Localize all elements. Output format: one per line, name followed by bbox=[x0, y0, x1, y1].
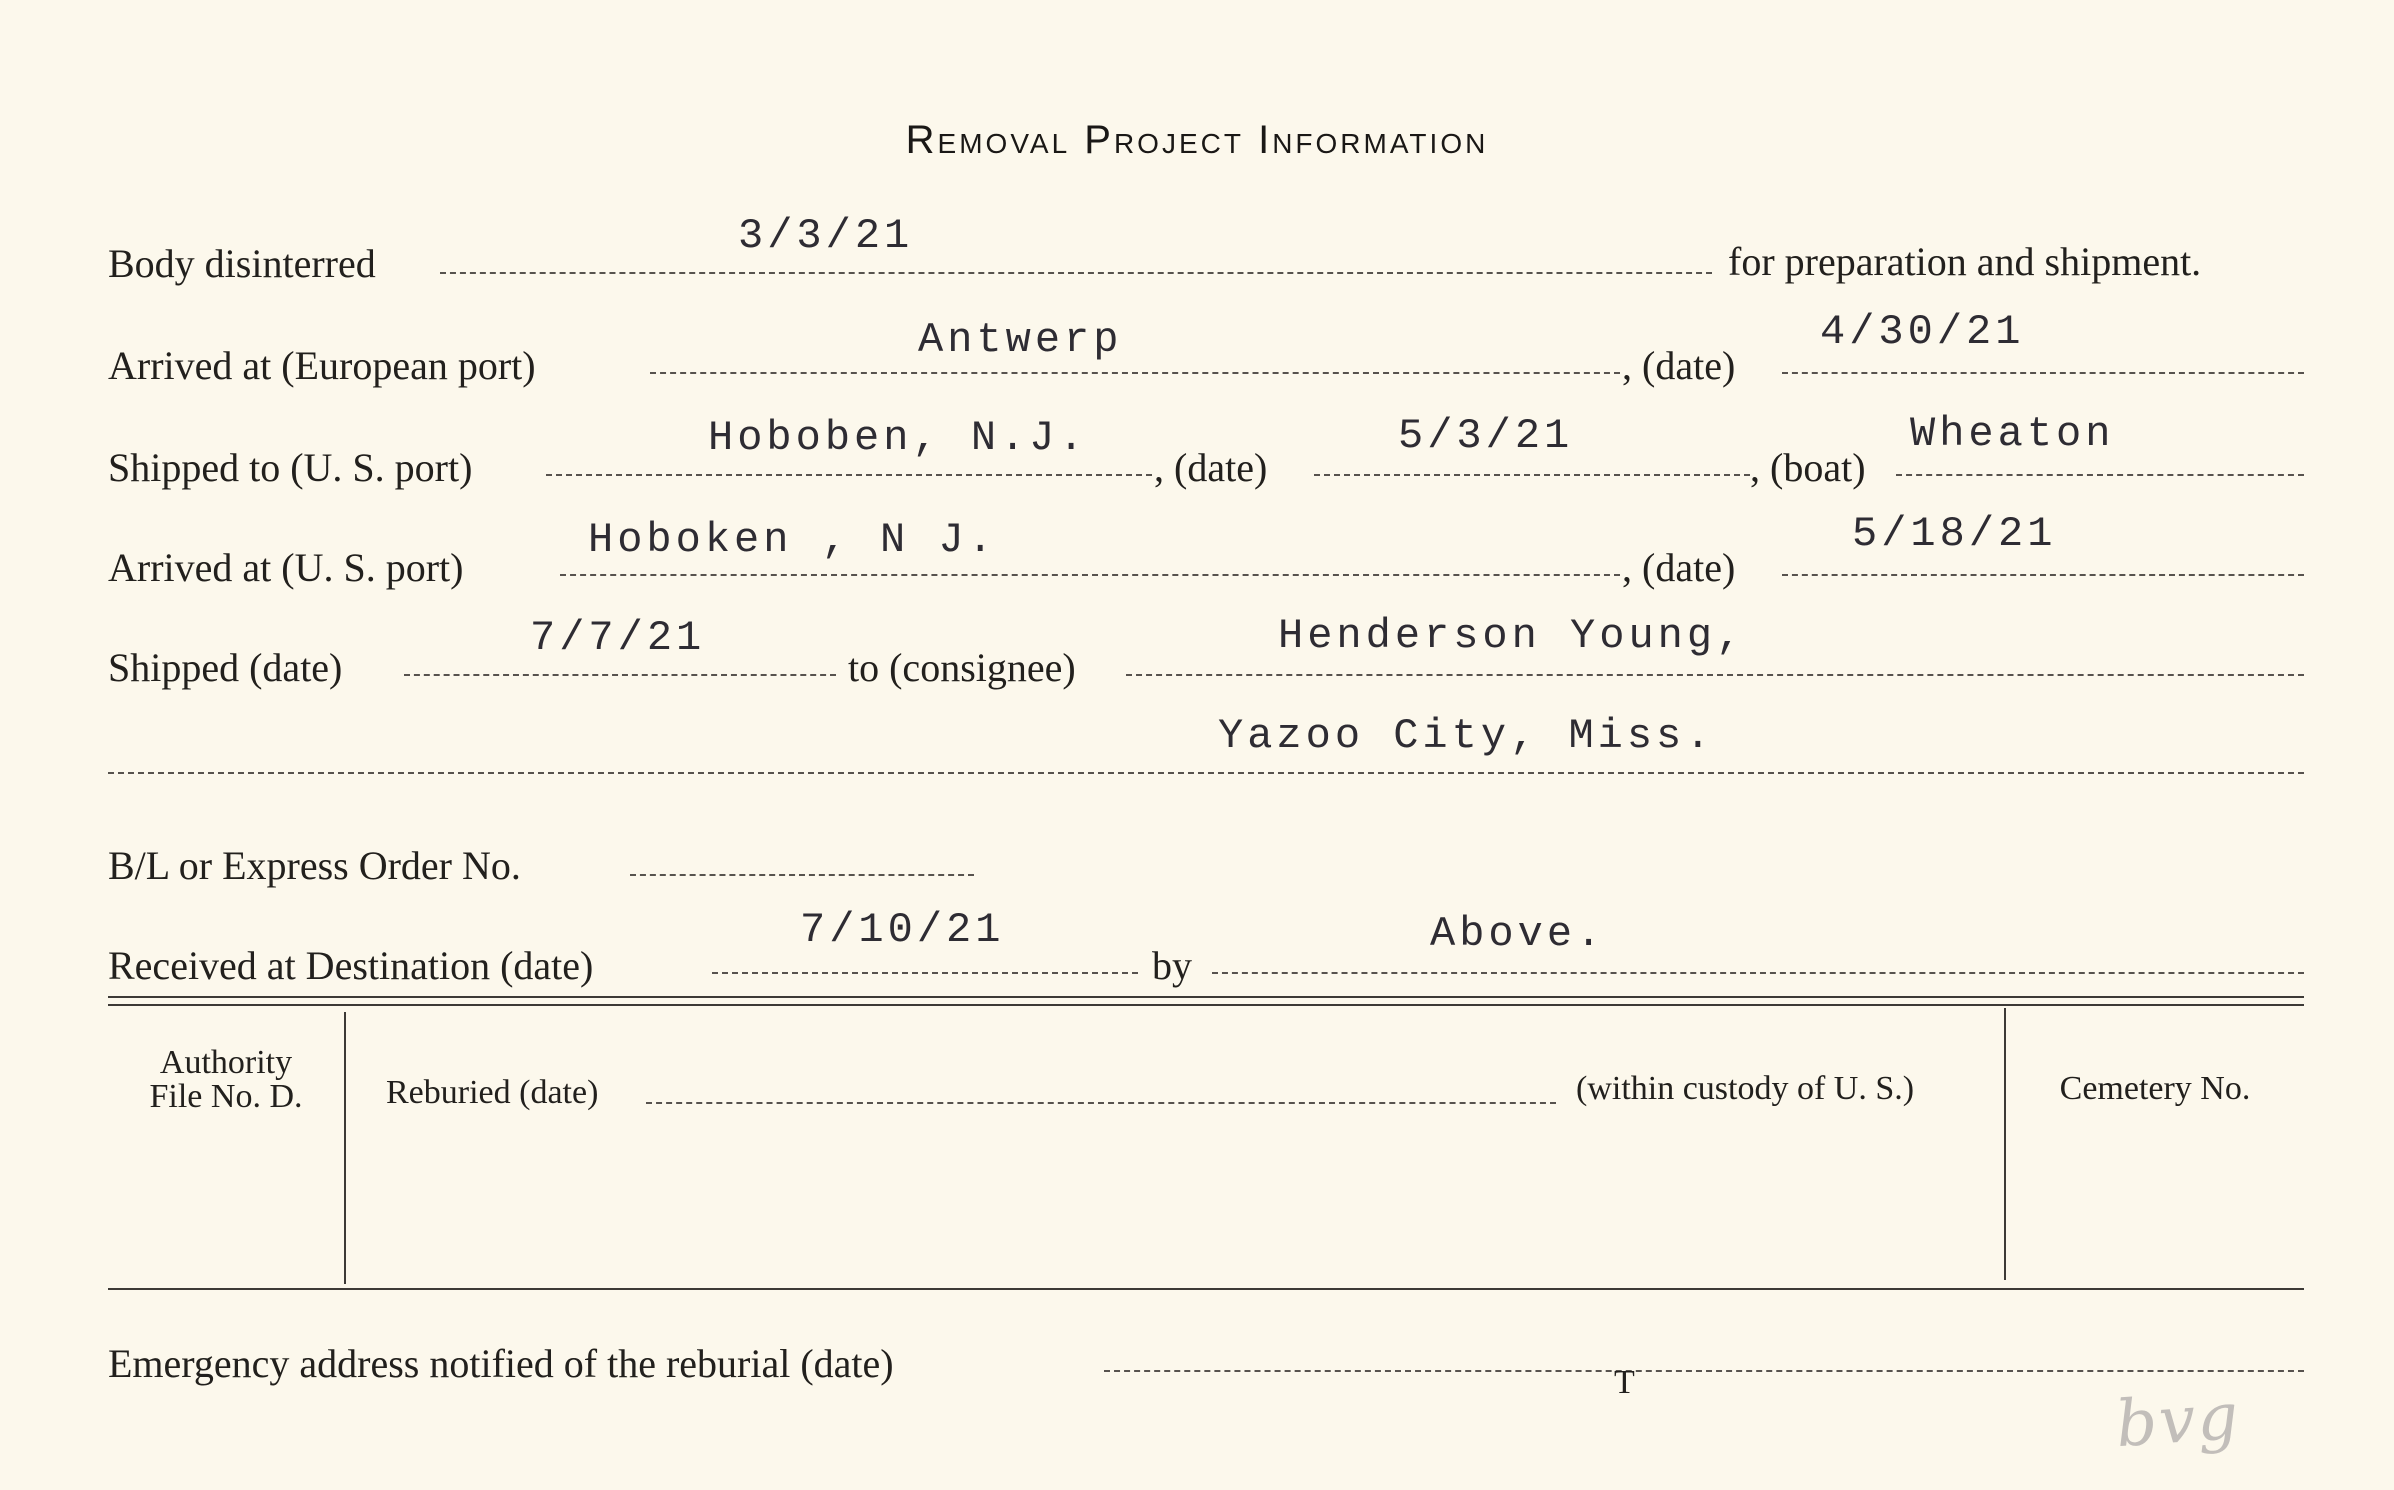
arrived-european-date-label: , (date) bbox=[1622, 343, 1736, 388]
reburied-date-line bbox=[646, 1102, 1556, 1104]
arrived-european-port-label: Arrived at (European port) bbox=[108, 343, 536, 388]
custody-label: (within custody of U. S.) bbox=[1576, 1070, 1915, 1107]
shipped-us-date-value: 5/3/21 bbox=[1398, 412, 1574, 460]
box-bottom-rule bbox=[108, 1288, 2304, 1290]
shipped-us-date-label: , (date) bbox=[1154, 445, 1268, 490]
bl-order-label: B/L or Express Order No. bbox=[108, 843, 521, 888]
arrived-european-date-value: 4/30/21 bbox=[1820, 308, 2025, 356]
received-by-label: by bbox=[1152, 943, 1192, 988]
arrived-us-date-label: , (date) bbox=[1622, 545, 1736, 590]
shipped-date-line bbox=[404, 674, 836, 676]
authority-label: Authority bbox=[159, 1044, 293, 1081]
shipped-us-port-value: Hoboben, N.J. bbox=[708, 414, 1088, 462]
emergency-address-label: Emergency address notified of the reburial (date) bbox=[108, 1341, 894, 1386]
emergency-address-line bbox=[1104, 1370, 2304, 1372]
arrived-european-port-line bbox=[650, 372, 1620, 374]
shipped-us-port-label: Shipped to (U. S. port) bbox=[108, 445, 473, 490]
consignee-value-line2: Yazoo City, Miss. bbox=[1218, 712, 1715, 760]
arrived-us-date-value: 5/18/21 bbox=[1852, 510, 2057, 558]
shipped-us-boat-label: , (boat) bbox=[1750, 445, 1866, 490]
body-disinterred-value: 3/3/21 bbox=[738, 212, 914, 260]
consignee-second-line bbox=[108, 772, 2304, 774]
arrived-european-date-line bbox=[1782, 372, 2304, 374]
reburied-date-label: Reburied (date) bbox=[386, 1074, 599, 1111]
arrived-european-port-value: Antwerp bbox=[918, 316, 1123, 364]
received-destination-value: 7/10/21 bbox=[800, 906, 1005, 954]
received-by-line bbox=[1212, 972, 2304, 974]
consignee-label: to (consignee) bbox=[848, 645, 1076, 690]
box-top-rule bbox=[108, 996, 2304, 998]
body-disinterred-line bbox=[440, 272, 1712, 274]
arrived-us-port-value: Hoboken , N J. bbox=[588, 516, 997, 564]
card-title: Removal Project Information bbox=[905, 118, 1489, 162]
received-destination-label: Received at Destination (date) bbox=[108, 943, 594, 988]
shipped-date-label: Shipped (date) bbox=[108, 645, 343, 690]
pencil-note: bvg bbox=[2113, 1379, 2243, 1463]
consignee-value-line1: Henderson Young, bbox=[1278, 612, 1746, 660]
box-divider-right bbox=[2004, 1008, 2006, 1280]
shipped-us-boat-line bbox=[1896, 474, 2304, 476]
box-top-rule-inner bbox=[108, 1004, 2304, 1006]
body-disinterred-label: Body disinterred bbox=[108, 241, 376, 286]
arrived-us-port-label: Arrived at (U. S. port) bbox=[108, 545, 464, 590]
arrived-us-date-line bbox=[1782, 574, 2304, 576]
cemetery-no-label: Cemetery No. bbox=[2059, 1070, 2251, 1107]
file-no-label: File No. D. bbox=[149, 1078, 303, 1115]
box-divider-left bbox=[344, 1012, 346, 1284]
received-destination-line bbox=[712, 972, 1138, 974]
bl-order-line bbox=[630, 874, 974, 876]
consignee-line bbox=[1126, 674, 2304, 676]
emergency-mark: T bbox=[1614, 1364, 1635, 1401]
preparation-shipment-label: for preparation and shipment. bbox=[1728, 239, 2202, 284]
shipped-us-date-line bbox=[1314, 474, 1750, 476]
shipped-us-port-line bbox=[546, 474, 1152, 476]
arrived-us-port-line bbox=[560, 574, 1620, 576]
received-by-value: Above. bbox=[1430, 910, 1606, 958]
shipped-date-value: 7/7/21 bbox=[530, 614, 706, 662]
shipped-us-boat-value: Wheaton bbox=[1910, 410, 2115, 458]
